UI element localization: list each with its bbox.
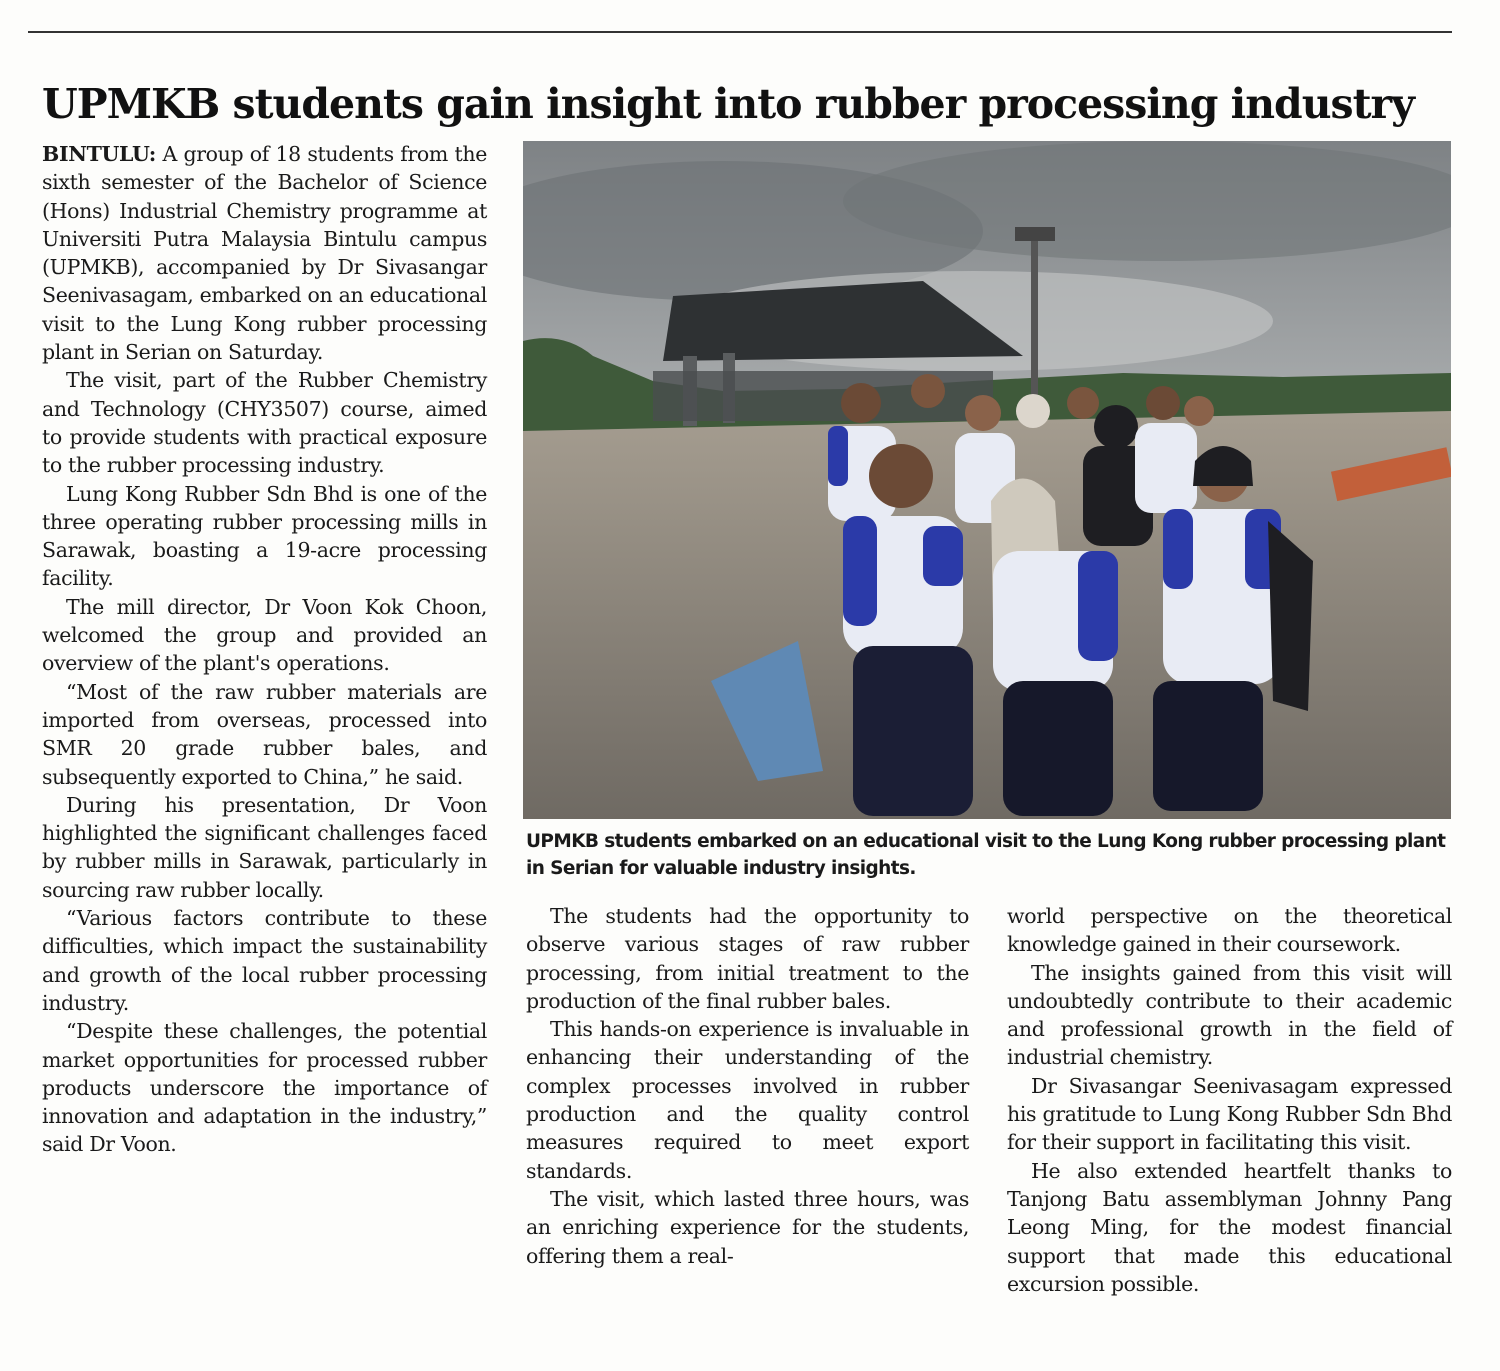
paragraph: The mill director, Dr Voon Kok Choon, welcomed the group and provided an overview of the plant's operations.	[42, 594, 487, 676]
paragraph	[42, 140, 487, 366]
article-column-1	[42, 140, 487, 1159]
group-photo	[523, 141, 1451, 819]
dateline: BINTULU:	[42, 142, 156, 166]
paragraph: He also extended heartfelt thanks to Tanjong Batu assemblyman Johnny Pang Leong Ming, for the modest financial support that made this educational excursion possible.	[1007, 1158, 1452, 1296]
top-rule	[28, 31, 1452, 33]
paragraph: “Despite these challenges, the potential market opportunities for processed rubber products underscore the importance of innovation and adaptation in the industry,” said Dr Voon.	[42, 1019, 487, 1157]
paragraph-text: A group of 18 students from the sixth semester of the Bachelor of Science (Hons) Industrial Chemistry programme at Universiti Putra Malaysia Bintulu campus (UPMKB), accompanied by Dr Sivasangar Seenivasagam, embarked on an educational visit to the Lung Kong rubber processing plant in Serian on Saturday.	[42, 142, 488, 365]
paragraph: “Most of the raw rubber materials are imported from overseas, processed into SMR 20 grade rubber bales, and subsequently exported to China,” he said.	[42, 679, 487, 789]
paragraph: The visit, which lasted three hours, was an enriching experience for the students, offering them a real-	[526, 1186, 969, 1268]
paragraph: The insights gained from this visit will undoubtedly contribute to their academic and professional growth in the field of industrial chemistry.	[1007, 960, 1452, 1070]
paragraph: The visit, part of the Rubber Chemistry and Technology (CHY3507) course, aimed to provide students with practical exposure to the rubber processing industry.	[42, 368, 487, 478]
paragraph: During his presentation, Dr Voon highlighted the significant challenges faced by rubber mills in Sarawak, particularly in sourcing raw rubber locally.	[42, 792, 487, 902]
article-column-3	[1007, 902, 1452, 1298]
paragraph: world perspective on the theoretical knowledge gained in their coursework.	[1007, 904, 1452, 957]
paragraph: This hands-on experience is invaluable in enhancing their understanding of the complex processes involved in rubber production and the quality control measures required to meet export standards.	[526, 1017, 969, 1183]
paragraph: “Various factors contribute to these difficulties, which impact the sustainability and growth of the local rubber processing industry.	[42, 906, 487, 1015]
paragraph: Dr Sivasangar Seenivasagam expressed his gratitude to Lung Kong Rubber Sdn Bhd for their support in facilitating this visit.	[1007, 1073, 1452, 1155]
headline: UPMKB students gain insight into rubber processing industry	[42, 80, 1414, 129]
article-column-2	[526, 902, 969, 1270]
paragraph: Lung Kong Rubber Sdn Bhd is one of the three operating rubber processing mills in Sarawak, boasting a 19-acre processing facility.	[42, 481, 487, 591]
paragraph: The students had the opportunity to observe various stages of raw rubber processing, from initial treatment to the production of the final rubber bales.	[526, 904, 969, 1013]
photo-caption: UPMKB students embarked on an educational visit to the Lung Kong rubber processing plant in Serian for valuable industry insights.	[526, 831, 1446, 879]
